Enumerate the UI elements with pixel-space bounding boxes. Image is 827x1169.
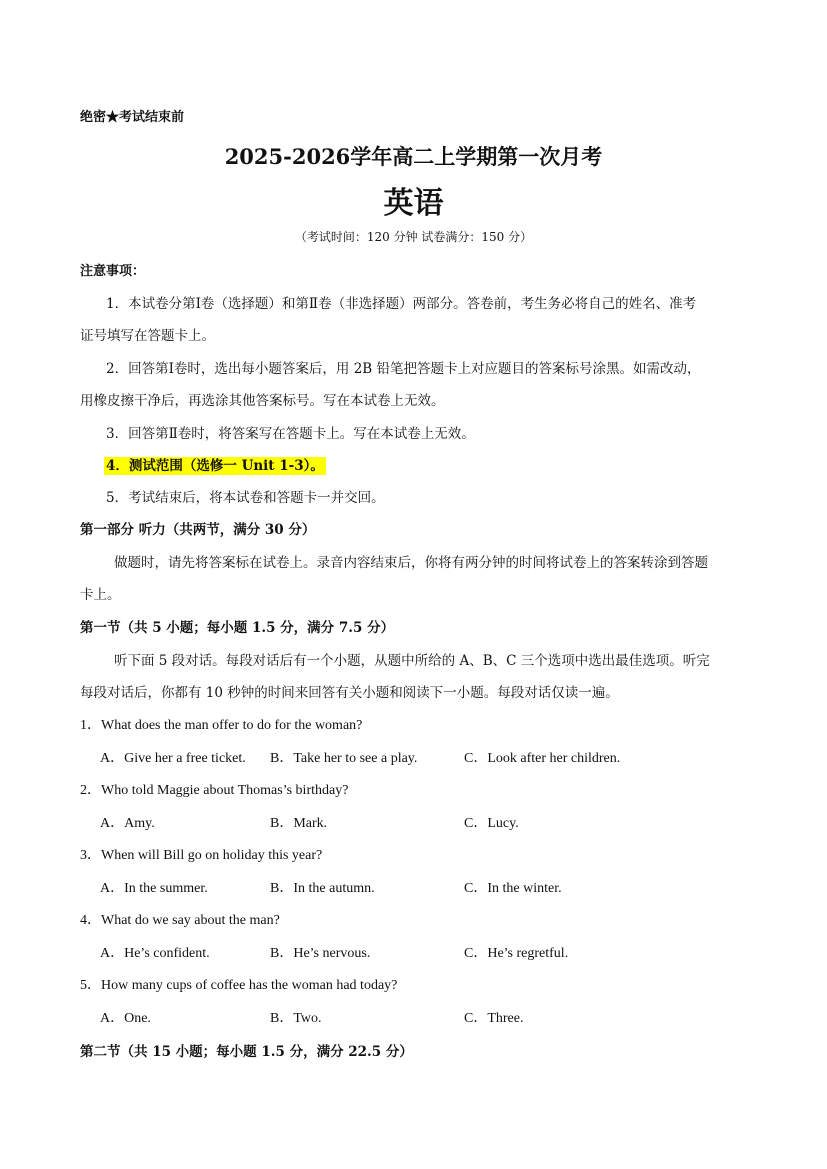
question-4-stem: 4．What do we say about the man? (80, 913, 280, 928)
note-3: 3．回答第Ⅱ卷时，将答案写在答题卡上。写在本试卷上无效。 (106, 426, 475, 442)
exam-title: 2025-2026学年高二上学期第一次月考 (224, 144, 603, 169)
question-3-option-c: C．In the winter. (464, 881, 562, 896)
subject-title: 英语 (383, 186, 444, 221)
note-1-line-2: 证号填写在答题卡上。 (80, 328, 215, 344)
notes-title: 注意事项： (80, 264, 146, 279)
question-2-stem: 2．Who told Maggie about Thomas’s birthday? (80, 783, 349, 798)
part-1-title: 第一部分 听力（共两节，满分 30 分） (80, 522, 316, 538)
question-2-option-a: A．Amy. (100, 816, 155, 831)
section-1-instruction-line-1: 听下面 5 段对话。每段对话后有一个小题，从题中所给的 A、B、C 三个选项中选出最佳选项。听完 (114, 653, 710, 669)
note-2-line-1: 2．回答第Ⅰ卷时，选出每小题答案后，用 2B 铅笔把答题卡上对应题目的答案标号涂黑。如需改动， (106, 361, 701, 377)
note-5: 5．考试结束后，将本试卷和答题卡一并交回。 (106, 490, 385, 506)
question-4-option-c: C．He’s regretful. (464, 946, 569, 961)
part-1-instruction-line-2: 卡上。 (80, 587, 121, 603)
question-1-option-a: A．Give her a free ticket. (100, 751, 246, 766)
question-3-stem: 3．When will Bill go on holiday this year? (80, 848, 323, 863)
section-1-title: 第一节（共 5 小题；每小题 1.5 分，满分 7.5 分） (80, 620, 395, 636)
question-2-option-c: C．Lucy. (464, 816, 519, 831)
note-2-line-2: 用橡皮擦干净后，再选涂其他答案标号。写在本试卷上无效。 (80, 393, 445, 409)
question-2-option-b: B．Mark. (270, 816, 328, 831)
exam-info: （考试时间：120 分钟 试卷满分：150 分） (294, 230, 533, 244)
note-4-highlighted (104, 454, 326, 474)
confidential-label: 绝密★考试结束前 (80, 110, 185, 125)
section-2-title: 第二节（共 15 小题；每小题 1.5 分，满分 22.5 分） (80, 1044, 413, 1060)
question-5-option-c: C．Three. (464, 1011, 524, 1026)
test-scope-highlight: 4．测试范围（选修一 Unit 1-3）。 (106, 458, 324, 474)
question-1-option-c: C．Look after her children. (464, 751, 621, 766)
question-1-option-b: B．Take her to see a play. (270, 751, 418, 766)
question-4-option-a: A．He’s confident. (100, 946, 210, 961)
question-5-option-b: B．Two. (270, 1011, 322, 1026)
question-3-option-a: A．In the summer. (100, 881, 208, 896)
question-3-option-b: B．In the autumn. (270, 881, 375, 896)
question-5-option-a: A．One. (100, 1011, 151, 1026)
section-1-instruction-line-2: 每段对话后，你都有 10 秒钟的时间来回答有关小题和阅读下一小题。每段对话仅读一遍。 (80, 685, 619, 701)
question-4-option-b: B．He’s nervous. (270, 946, 371, 961)
note-1-line-1: 1．本试卷分第Ⅰ卷（选择题）和第Ⅱ卷（非选择题）两部分。答卷前，考生务必将自己的姓名、准考 (106, 296, 697, 312)
question-5-stem: 5．How many cups of coffee has the woman had today? (80, 978, 398, 993)
part-1-instruction-line-1: 做题时，请先将答案标在试卷上。录音内容结束后，你将有两分钟的时间将试卷上的答案转涂到答题 (114, 555, 708, 571)
question-1-stem: 1．What does the man offer to do for the woman? (80, 718, 363, 733)
